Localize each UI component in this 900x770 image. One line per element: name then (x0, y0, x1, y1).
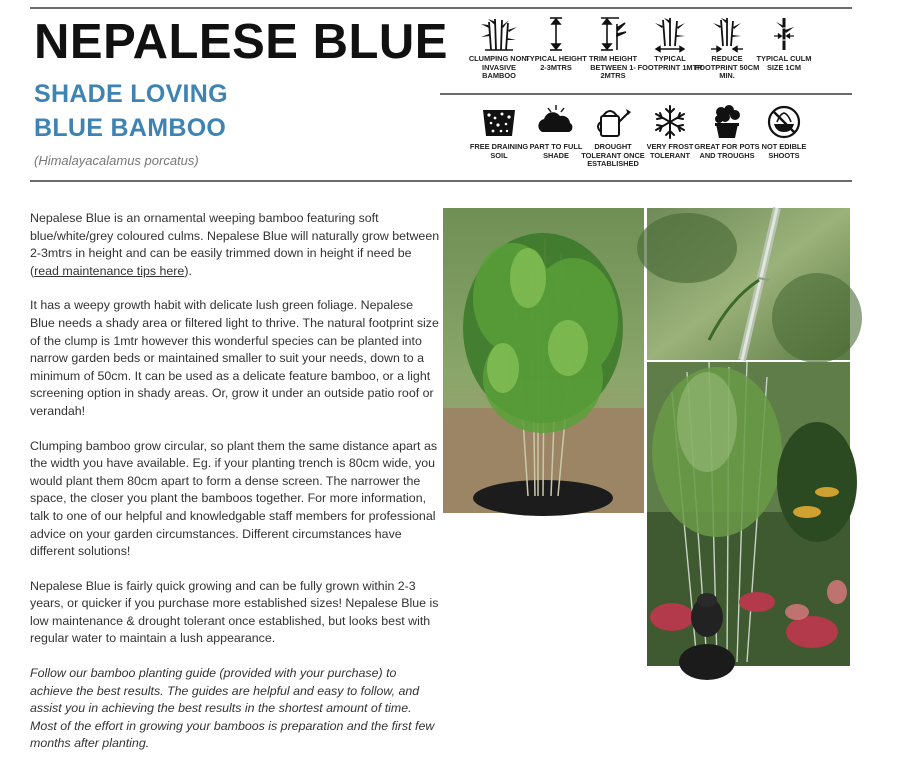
footprint-icon (650, 16, 690, 52)
photo-garden-feature (647, 362, 850, 666)
paragraph-intro: Nepalese Blue is an ornamental weeping bamboo featuring soft blue/white/grey coloured culms. Nepalese Blue will naturally grow between 2-3mtrs in height and can be easily trimmed down in height if need be (read maintenance tips here). (30, 211, 440, 278)
photo-bamboo-clump (443, 208, 644, 513)
trim-height-icon (593, 16, 633, 52)
feature-trim-height: TRIM HEIGHT BETWEEN 1-2MTRS (580, 16, 646, 81)
feature-footprint: TYPICAL FOOTPRINT 1MTR (637, 16, 703, 72)
part-shade-icon (536, 104, 576, 140)
scientific-name: (Himalayacalamus porcatus) (34, 153, 199, 168)
paragraph-growth-rate: Nepalese Blue is fairly quick growing and can be fully grown within 2-3 years, or quicker if you purchase more established sizes! Nepalese Blue is low maintenance & drought tolerant once established, but looks best with regular water to maintain a lush appearance. (30, 578, 439, 646)
subtitle-line-2: BLUE BAMBOO (34, 114, 227, 142)
feature-reduce-footprint: REDUCE FOOTPRINT 50CM MIN. (694, 16, 760, 81)
feature-clumping: CLUMPING NON-INVASIVE BAMBOO (466, 16, 532, 81)
description (30, 210, 440, 770)
subtitle-line-1: SHADE LOVING (34, 80, 228, 108)
not-edible-icon (764, 104, 804, 140)
care-not-edible: NOT EDIBLE SHOOTS (751, 104, 817, 160)
care-part-shade: PART TO FULL SHADE (523, 104, 589, 160)
photo-culm-closeup (647, 208, 850, 360)
care-pots-troughs: GREAT FOR POTS AND TROUGHS (694, 104, 760, 160)
feature-culm-size: TYPICAL CULM SIZE 1CM (751, 16, 817, 72)
snowflake-icon (650, 104, 690, 140)
care-drought-tolerant: DROUGHT TOLERANT ONCE ESTABLISHED (580, 104, 646, 169)
clumping-bamboo-icon (479, 16, 519, 52)
culm-size-icon (764, 16, 804, 52)
paragraph-spacing: Clumping bamboo grow circular, so plant them the same distance apart as the width you have available. Eg. if your planting trench is 80cm wide, you would plant them 80cm apart to form a dense screen. The narrower the space, the closer you plant the bamboos together. For more information, talk to one of our helpful and knowledgable staff members for professional advice on your garden circumstances. Different circumstances have different solutions! (30, 438, 438, 559)
paragraph-growth-habit: It has a weepy growth habit with delicate lush green foliage. Nepalese Blue needs a shady area or filtered light to thrive. The natural footprint size of the clump is 1mtr however this wonderful species can be planted into narrow garden beds or maintained smaller to suit your needs, down to a minimum of 50cm. It can be used as a delicate feature bamboo, or a light screening option in shady areas. Or, grow it under an outside patio roof or verandah! (30, 298, 439, 418)
top-rule (30, 7, 852, 9)
paragraph-planting-guide: Follow our bamboo planting guide (provided with your purchase) to achieve the best results. The guides are helpful and easy to follow, and assist you in achieving the best results in the shortest amount of time. Most of the effort in growing your bamboos is preparation and the first few months after planting. (30, 666, 435, 751)
reduce-footprint-icon (707, 16, 747, 52)
pot-plant-icon (707, 104, 747, 140)
maintenance-tips-link[interactable]: read maintenance tips here (34, 263, 185, 278)
feature-height: TYPICAL HEIGHT 2-3MTRS (523, 16, 589, 72)
height-arrow-icon (536, 16, 576, 52)
page-title: NEPALESE BLUE (34, 15, 448, 69)
icon-divider-rule (440, 93, 852, 95)
care-draining-soil: FREE DRAINING SOIL (466, 104, 532, 160)
watering-can-icon (593, 104, 633, 140)
care-frost-tolerant: VERY FROST TOLERANT (637, 104, 703, 160)
draining-soil-icon (479, 104, 519, 140)
header-bottom-rule (30, 180, 852, 182)
